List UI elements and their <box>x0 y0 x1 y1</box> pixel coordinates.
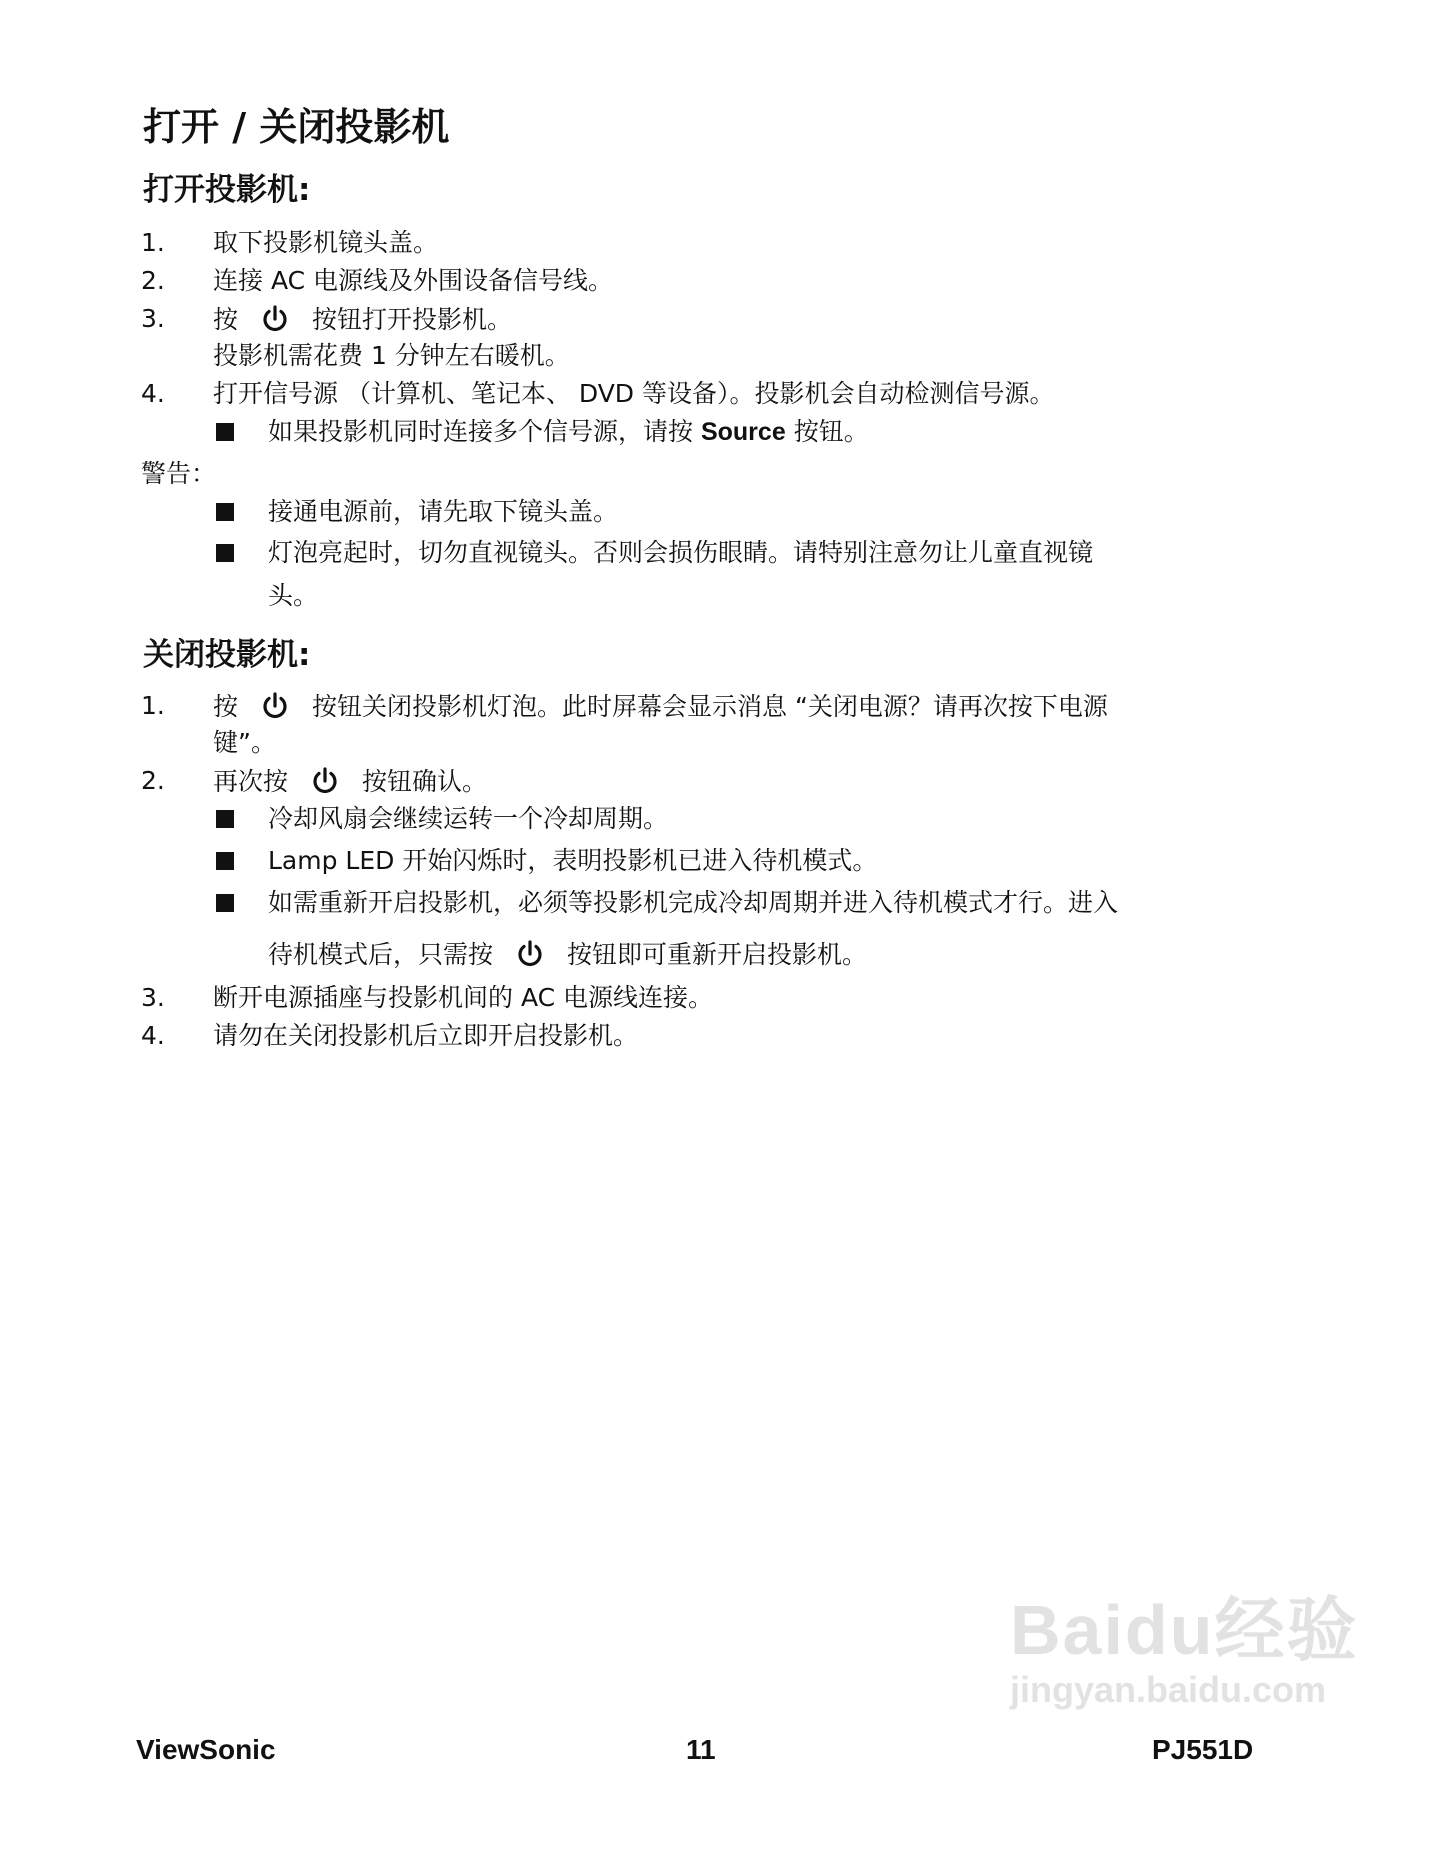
bullet-text: 待机模式后，只需按 <box>268 940 494 969</box>
step-number: 3. <box>141 983 165 1012</box>
step-text: 按钮关闭投影机灯泡。此时屏幕会显示消息 “关闭电源？请再次按下电源 <box>312 692 1108 721</box>
watermark-url: jingyan.baidu.com <box>1010 1669 1327 1710</box>
bullet-square-icon <box>216 423 234 441</box>
bullet-text: 灯泡亮起时，切勿直视镜头。否则会损伤眼睛。请特别注意勿让儿童直视镜 <box>268 538 1094 567</box>
bullet-text: 如需重新开启投影机，必须等投影机完成冷却周期并进入待机模式才行。进入 <box>268 888 1119 917</box>
step-number: 1. <box>141 691 165 720</box>
bullet-square-icon <box>216 894 234 912</box>
step-text: 请勿在关闭投影机后立即开启投影机。 <box>213 1021 639 1050</box>
power-icon <box>515 939 545 969</box>
warning-label: 警告： <box>141 459 217 488</box>
step-number: 3. <box>141 304 165 333</box>
bullet-square-icon <box>216 810 234 828</box>
source-button-label: Source <box>700 418 786 446</box>
section-heading-power-off: 关闭投影机: <box>143 637 311 673</box>
step-number: 1. <box>141 228 165 257</box>
power-icon <box>260 691 290 721</box>
step-number: 4. <box>141 379 165 408</box>
watermark-logo-text: Baidu经验 <box>1010 1591 1359 1669</box>
bullet-text: 接通电源前，请先取下镜头盖。 <box>268 497 619 526</box>
step-text: 按 <box>213 305 239 334</box>
bullet-square-icon <box>216 503 234 521</box>
power-icon <box>310 766 340 796</box>
power-icon <box>260 304 290 334</box>
step-note: 投影机需花费 1 分钟左右暖机。 <box>213 341 570 370</box>
step-number: 4. <box>141 1021 165 1050</box>
bullet-square-icon <box>216 544 234 562</box>
step-number: 2. <box>141 266 165 295</box>
step-text: 按钮确认。 <box>362 767 488 796</box>
bullet-text: Lamp LED 开始闪烁时，表明投影机已进入待机模式。 <box>268 846 878 875</box>
bullet-text: 按钮即可重新开启投影机。 <box>567 940 868 969</box>
bullet-text: 冷却风扇会继续运转一个冷却周期。 <box>268 804 669 833</box>
footer-page-number: 11 <box>686 1734 716 1765</box>
baidu-watermark <box>1010 1590 1358 1710</box>
step-number: 2. <box>141 766 165 795</box>
step-text: 键”。 <box>213 728 276 757</box>
step-text: 按 <box>213 692 239 721</box>
bullet-square-icon <box>216 852 234 870</box>
section-heading-power-on: 打开投影机: <box>143 172 311 208</box>
step-text: 取下投影机镜头盖。 <box>213 228 439 257</box>
footer-brand: ViewSonic <box>136 1734 276 1765</box>
step-text: 再次按 <box>213 767 289 796</box>
bullet-text: 按钮。 <box>793 417 869 446</box>
footer-model: PJ551D <box>1152 1734 1254 1765</box>
step-text: 断开电源插座与投影机间的 AC 电源线连接。 <box>213 983 714 1012</box>
step-text: 连接 AC 电源线及外围设备信号线。 <box>213 266 614 295</box>
bullet-text: 头。 <box>268 581 319 610</box>
bullet-text: 如果投影机同时连接多个信号源，请按 <box>268 417 694 446</box>
page-title: 打开 / 关闭投影机 <box>143 105 450 149</box>
step-text: 按钮打开投影机。 <box>312 305 513 334</box>
step-text: 打开信号源 （计算机、笔记本、 DVD 等设备）。投影机会自动检测信号源。 <box>213 379 1055 408</box>
